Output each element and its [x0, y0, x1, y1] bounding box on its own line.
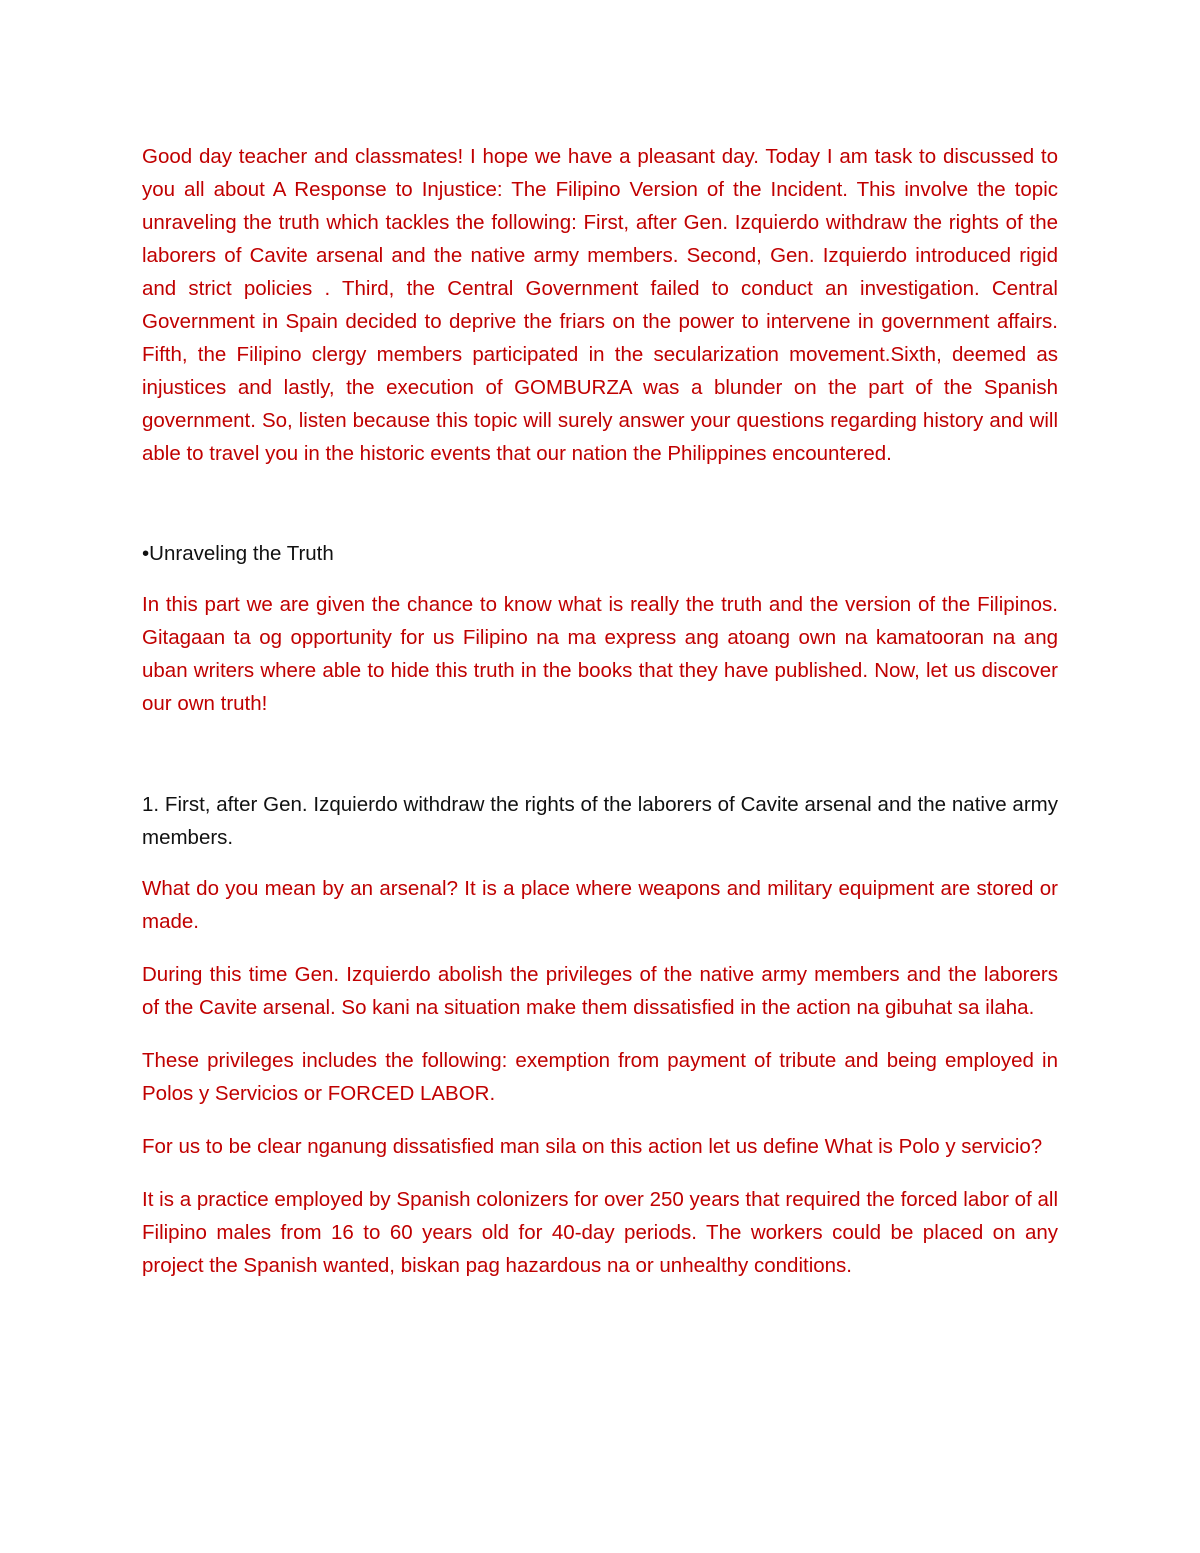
polo-definition-paragraph: It is a practice employed by Spanish colonizers for over 250 years that required the forced labor of all Filipino males from 16 to 60 years old for 40-day periods. The workers could be placed on any project the Spanish wanted, biskan pag hazardous na or unhealthy conditions. [142, 1188, 1058, 1277]
privileges-list-paragraph: These privileges includes the following: exemption from payment of tribute and being employed in Polos y Servicios or FORCED LABOR. [142, 1049, 1058, 1105]
polo-question-paragraph: For us to be clear nganung dissatisfied man sila on this action let us define What is Polo y servicio? [142, 1135, 1043, 1158]
arsenal-definition-paragraph: What do you mean by an arsenal? It is a place where weapons and military equipment are stored or made. [142, 877, 1058, 933]
item-1-heading: 1. First, after Gen. Izquierdo withdraw the rights of the laborers of Cavite arsenal and the native army members. [142, 793, 1058, 849]
section-heading: •Unraveling the Truth [142, 542, 334, 565]
document-page [142, 140, 1058, 1282]
privileges-abolished-paragraph: During this time Gen. Izquierdo abolish the privileges of the native army members and the laborers of the Cavite arsenal. So kani na situation make them dissatisfied in the action na gibuhat sa ilaha. [142, 963, 1058, 1019]
section-intro-paragraph: In this part we are given the chance to know what is really the truth and the version of the Filipinos. Gitagaan ta og opportunity for us Filipino na ma express ang atoang own na kamatooran na ang uban writers where able to hide this truth in the books that they have published. Now, let us discover our own truth! [142, 593, 1058, 715]
intro-paragraph: Good day teacher and classmates! I hope we have a pleasant day. Today I am task to discussed to you all about A Response to Injustice: The Filipino Version of the Incident. This involve the topic unraveling the truth which tackles the following: First, after Gen. Izquierdo withdraw the rights of the laborers of Cavite arsenal and the native army members. Second, Gen. Izquierdo introduced rigid and strict policies . Third, the Central Government failed to conduct an investigation. Central Government in Spain decided to deprive the friars on the power to intervene in government affairs. Fifth, the Filipino clergy members participated in the secularization movement.Sixth, deemed as injustices and lastly, the execution of GOMBURZA was a blunder on the part of the Spanish government. So, listen because this topic will surely answer your questions regarding history and will able to travel you in the historic events that our nation the Philippines encountered. [142, 145, 1058, 465]
